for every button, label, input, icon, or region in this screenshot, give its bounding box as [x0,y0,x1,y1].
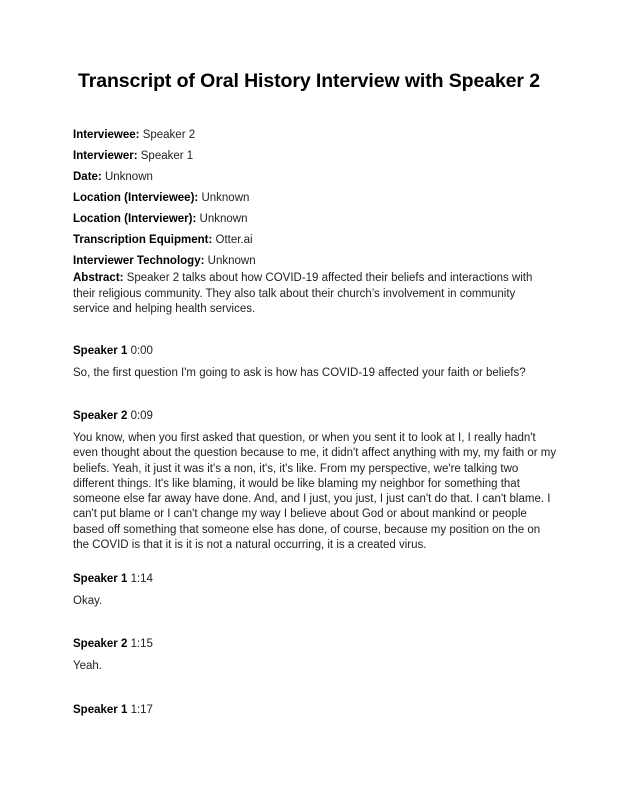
timestamp: 0:09 [130,410,153,422]
metadata-label: Date: [73,171,102,183]
metadata-interviewer-technology [73,254,256,268]
metadata-value: Speaker 1 [140,150,194,162]
metadata-interviewer [73,149,193,163]
document-title: Transcript of Oral History Interview with Speaker 2 [78,70,540,92]
metadata-value: Unknown [201,192,250,204]
metadata-date [73,170,153,184]
speaker-name: Speaker 1 [73,345,128,357]
timestamp: 1:15 [130,638,153,650]
speaker-heading [73,344,153,358]
speaker-name: Speaker 1 [73,573,128,585]
metadata-label: Location (Interviewer): [73,213,197,225]
metadata-value: Otter.ai [215,234,253,246]
speaker-text: Okay. [73,595,103,607]
metadata-value: Speaker 2 [142,129,196,141]
speaker-name: Speaker 1 [73,704,128,716]
speaker-text: So, the first question I'm going to ask is how has COVID-19 affected your faith or beliefs? [73,367,526,379]
metadata-transcription-equipment [73,233,253,247]
metadata-label: Interviewer: [73,150,138,162]
speaker-heading [73,572,153,586]
speaker-heading [73,409,153,423]
metadata-interviewee [73,128,195,142]
metadata-location-interviewee [73,191,249,205]
speaker-name: Speaker 2 [73,410,128,422]
timestamp: 0:00 [130,345,153,357]
metadata-label: Transcription Equipment: [73,234,213,246]
metadata-value: Unknown [101,171,153,183]
speaker-name: Speaker 2 [73,638,128,650]
timestamp: 1:17 [130,704,153,716]
metadata-label: Interviewer Technology: [73,255,205,267]
metadata-location-interviewer [73,212,247,226]
speaker-heading [73,637,153,651]
speaker-text: Yeah. [73,660,102,672]
metadata-value: Unknown [199,213,248,225]
speaker-text: You know, when you first asked that question, or when you sent it to look at I, I really hadn't even thought about the question because to me, it didn't affect anything with my, my faith or my beliefs. Yeah, it just it was it's a non, it's, it's like. From my perspective, we're talking two different things. It's like blaming, it would be like blaming my neighbor for something that someone else far away have done. And, and I just, you just, I just can't do that. I can't blame. I can't put blame or I can't change my way I believe about God or about mankind or people based off something that someone else has done, of course, because my position on the on the COVID is that it is it is not a natural occurring, it is a created virus. [73,432,557,552]
metadata-value: Unknown [207,255,256,267]
abstract-label: Abstract: [73,272,124,284]
metadata-label: Location (Interviewee): [73,192,199,204]
timestamp: 1:14 [130,573,153,585]
abstract [73,271,553,318]
speaker-heading [73,703,153,717]
metadata-label: Interviewee: [73,129,140,141]
abstract-text: Speaker 2 talks about how COVID-19 affected their beliefs and interactions with their religious community. They also talk about their church’s involvement in community service and helping health services. [73,272,533,315]
